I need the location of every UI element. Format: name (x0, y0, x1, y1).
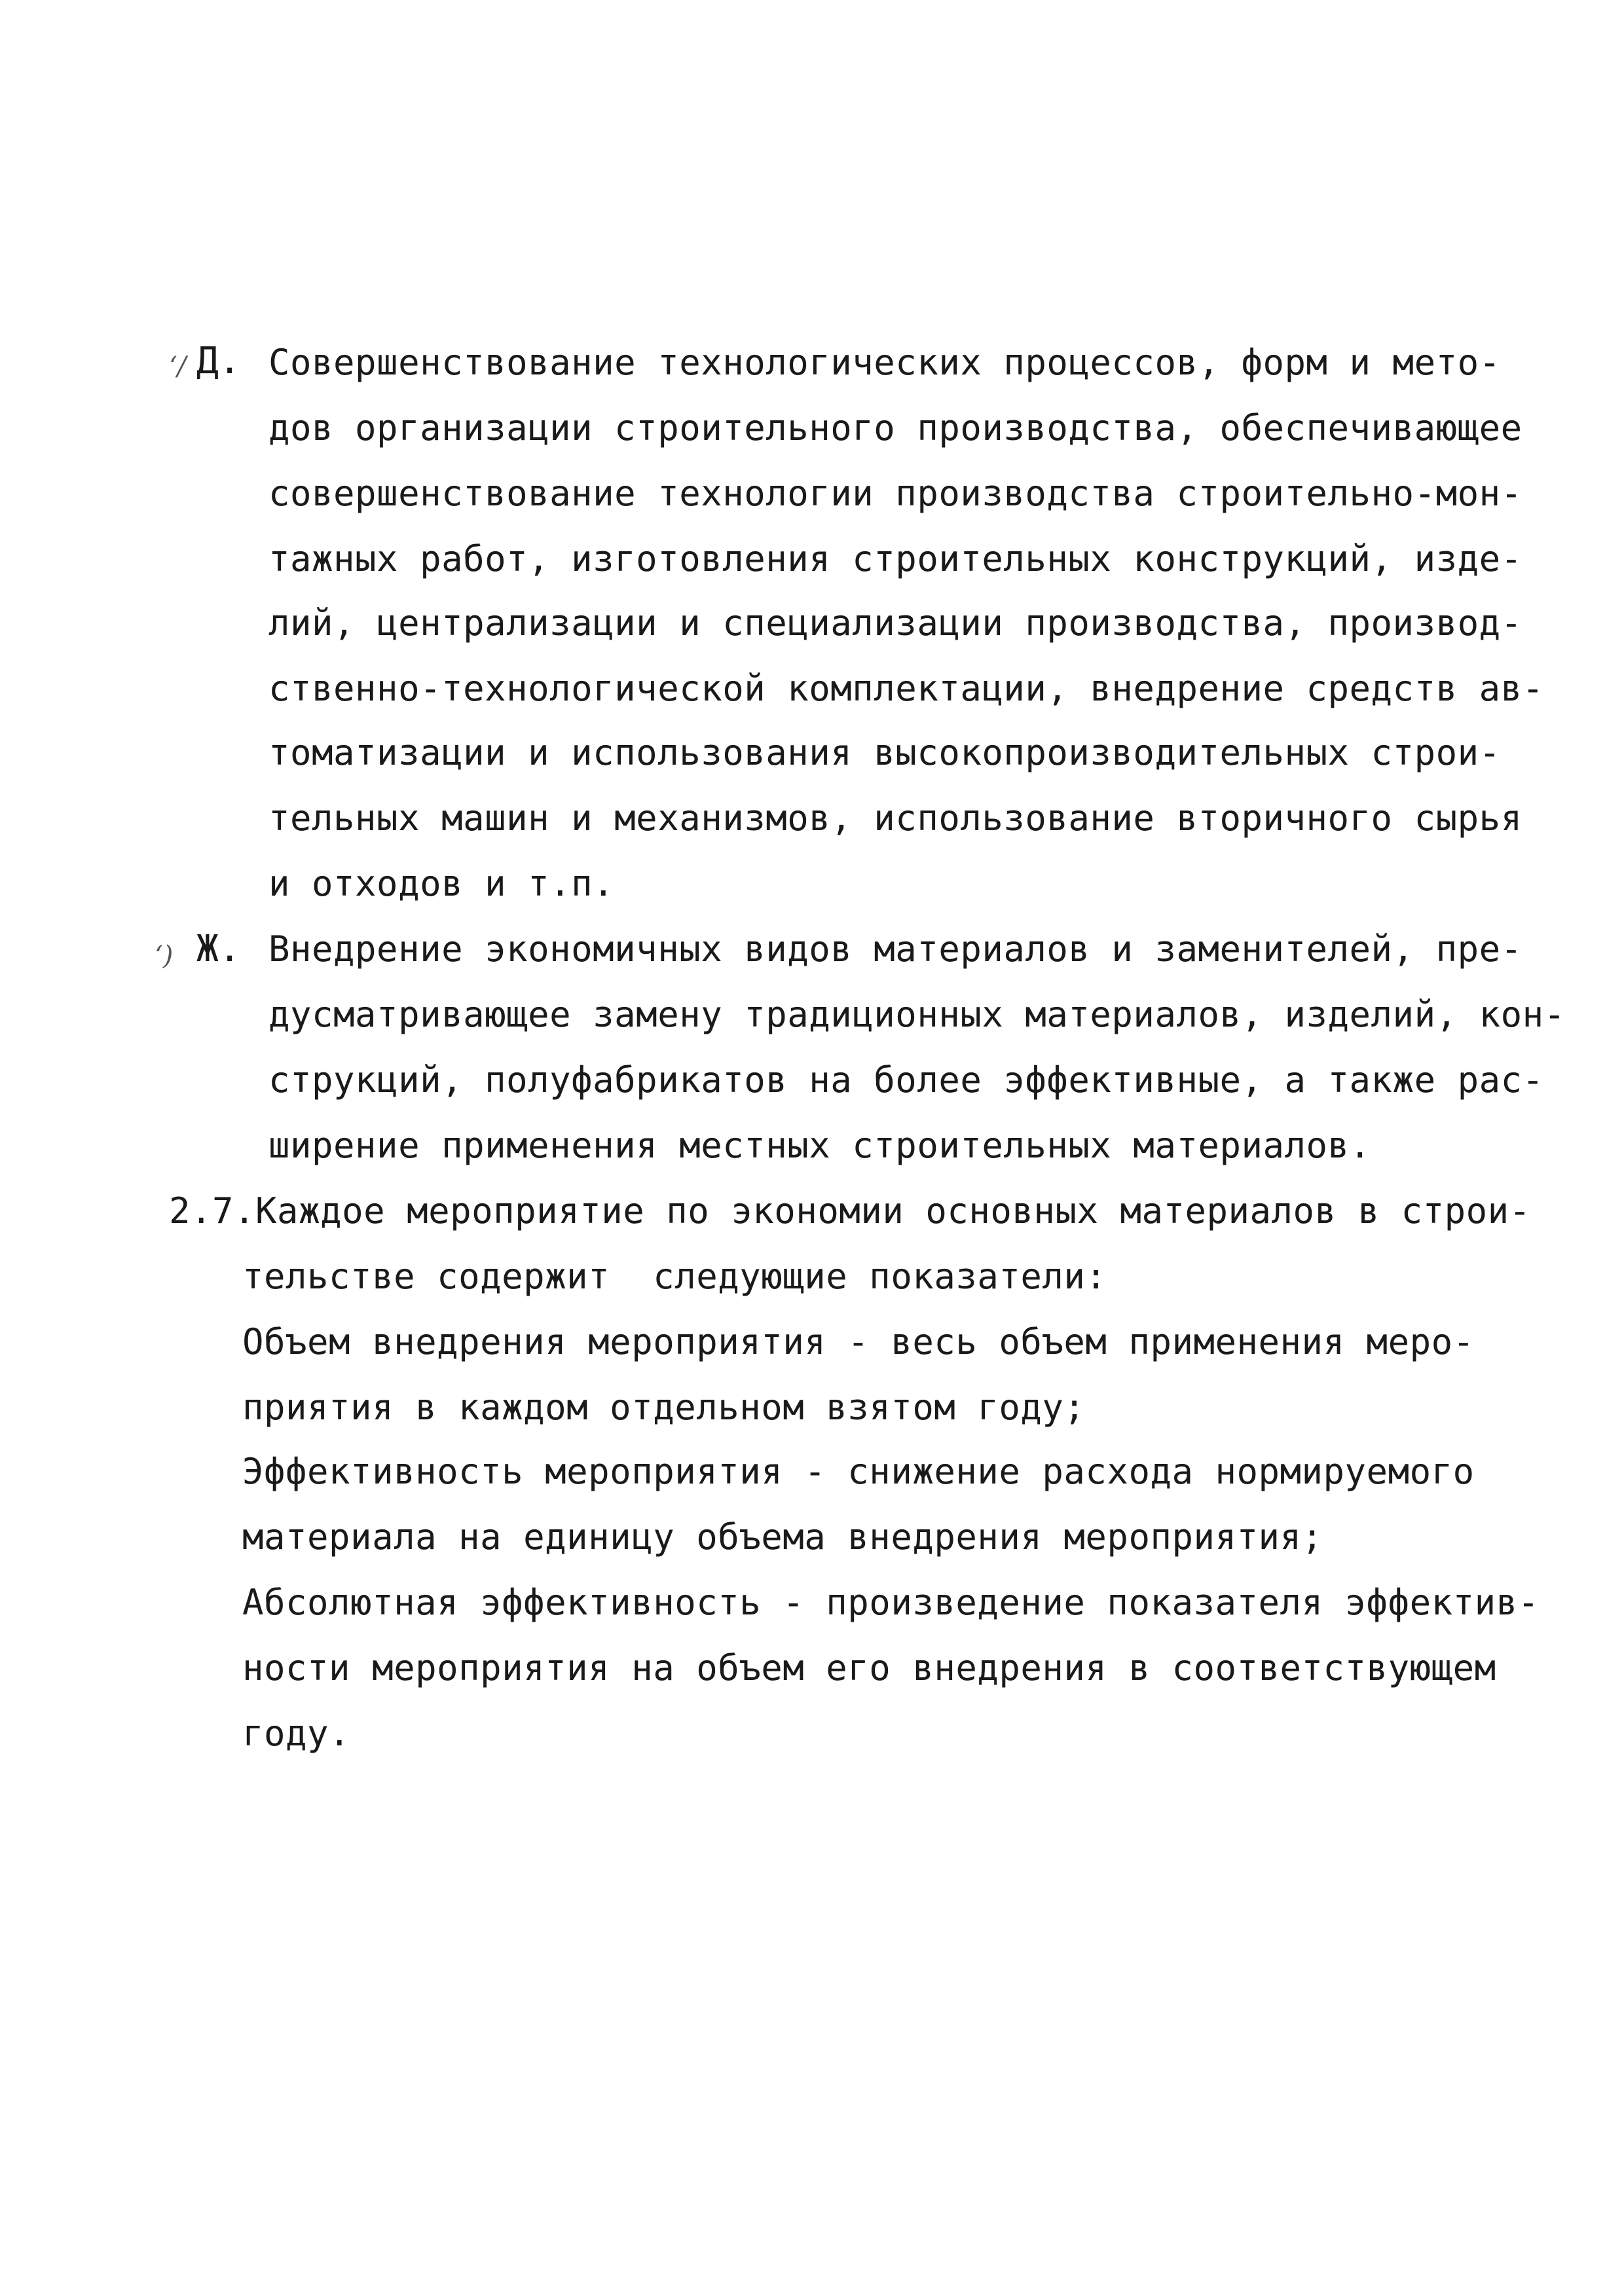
text-line: материала на единицу объема внедрения мероприятия; (242, 1516, 1323, 1558)
text-line: году. (242, 1713, 351, 1754)
handwritten-margin-mark: ʻ) (155, 941, 174, 971)
item-number: Ж. (196, 928, 241, 970)
handwritten-margin-mark: ʻ/ (169, 352, 187, 382)
text-line: Внедрение экономичных видов материалов и заменителей, пре- (268, 928, 1522, 970)
text-line: Объем внедрения мероприятия - весь объем применения меро- (242, 1321, 1475, 1362)
text-line: лий, централизации и специализации производства, производ- (268, 602, 1522, 644)
text-line: томатизации и использования высокопроизводительных строи- (268, 732, 1501, 773)
text-line: ственно-технологической комплектации, внедрение средств ав- (268, 668, 1544, 709)
text-line: тельстве содержит следующие показатели: (242, 1256, 1107, 1297)
text-line: Абсолютная эффективность - произведение показателя эффектив- (242, 1582, 1540, 1623)
text-line: дов организации строительного производства, обеспечивающее (268, 407, 1522, 448)
text-line: Эффективность мероприятия - снижение расхода нормируемого (242, 1451, 1475, 1492)
text-line: и отходов и т.п. (268, 863, 615, 904)
text-line: тажных работ, изготовления строительных конструкций, изде- (268, 538, 1522, 579)
item-number: Д. (196, 340, 241, 382)
text-line: Совершенствование технологических процессов, форм и мето- (268, 342, 1501, 383)
text-line: ширение применения местных строительных материалов. (268, 1125, 1371, 1166)
text-line: 2.7.Каждое мероприятие по экономии основных материалов в строи- (169, 1190, 1531, 1231)
text-line: струкций, полуфабрикатов на более эффективные, а также рас- (268, 1059, 1544, 1101)
text-line: ности мероприятия на объем его внедрения в соответствующем (242, 1647, 1496, 1688)
text-line: тельных машин и механизмов, использование вторичного сырья (268, 797, 1522, 839)
text-line: приятия в каждом отдельном взятом году; (242, 1387, 1086, 1428)
text-line: дусматривающее замену традиционных материалов, изделий, кон- (268, 994, 1566, 1035)
text-line: совершенствование технологии производства строительно-мон- (268, 473, 1522, 514)
